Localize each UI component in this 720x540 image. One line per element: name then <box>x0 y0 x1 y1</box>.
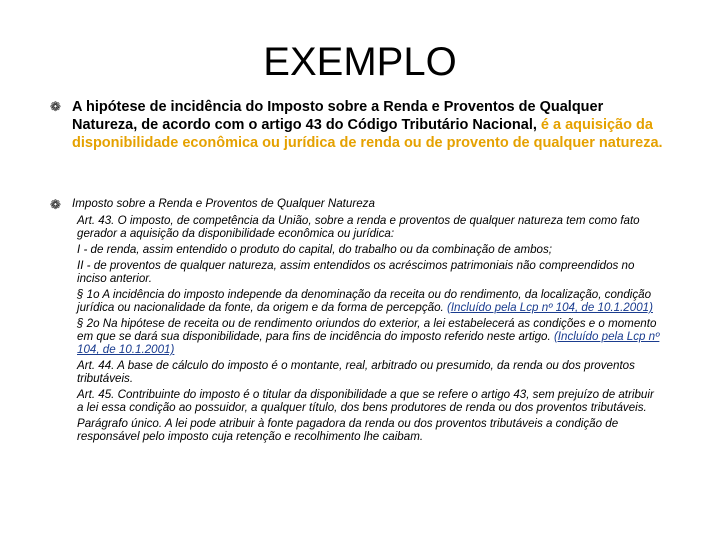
paragrafo-unico: Parágrafo único. A lei pode atribuir à fonte pagadora da renda ou dos proventos tributáveis a condição de responsável pelo imposto cuja retenção e recolhimento lhe caibam. <box>77 417 619 443</box>
slide-title: EXEMPLO <box>263 40 457 84</box>
paragraph-2-link[interactable]: (Incluído pela Lcp nº 104, de 10.1.2001) <box>77 330 660 356</box>
bullet-icon: ❁ <box>50 197 61 212</box>
art-43: Art. 43. O imposto, de competência da União, sobre a renda e proventos de qualquer natureza tem como fato gerador a aquisição da disponibilidade econômica ou jurídica: <box>77 214 640 240</box>
bullet-1 <box>72 98 672 152</box>
inciso-1: I - de renda, assim entendido o produto do capital, do trabalho ou da combinação de ambos; <box>77 243 553 256</box>
bullet-2-heading: Imposto sobre a Renda e Proventos de Qualquer Natureza <box>72 197 375 210</box>
bullet-1-text: A hipótese de incidência do Imposto sobre a Renda e Proventos de Qualquer Natureza, de acordo com o artigo 43 do Código Tributário Nacional, <box>72 99 604 133</box>
paragraph-1-text: § 1o A incidência do imposto independe da denominação da receita ou do rendimento, da localização, condição jurídica ou nacionalidade da fonte, da origem e da forma de percepção. <box>77 288 652 314</box>
art-45: Art. 45. Contribuinte do imposto é o titular da disponibilidade a que se refere o artigo 43, sem prejuízo de atribuir a lei essa condição ao possuidor, a qualquer título, dos bens produtores de renda ou dos proventos tributáveis. <box>77 388 654 414</box>
art-44: Art. 44. A base de cálculo do imposto é o montante, real, arbitrado ou presumido, da renda ou dos proventos tributáveis. <box>77 359 635 385</box>
paragraph-2-text: § 2o Na hipótese de receita ou de rendimento oriundos do exterior, a lei estabelecerá as condições e o momento em que se dará sua disponibilidade, para fins de incidência do imposto referido neste artigo. <box>77 317 657 343</box>
paragraph-1-link[interactable]: (Incluído pela Lcp nº 104, de 10.1.2001) <box>446 301 653 314</box>
paragraph-1 <box>72 288 662 314</box>
bullet-1-highlight: é a aquisição da disponibilidade econômica ou jurídica de renda ou de provento de qualquer natureza. <box>72 117 663 151</box>
bullet-2 <box>72 197 662 446</box>
bullet-icon: ❁ <box>50 99 61 114</box>
inciso-2: II - de proventos de qualquer natureza, assim entendidos os acréscimos patrimoniais não compreendidos no inciso anterior. <box>77 259 635 285</box>
paragraph-2 <box>72 317 662 356</box>
